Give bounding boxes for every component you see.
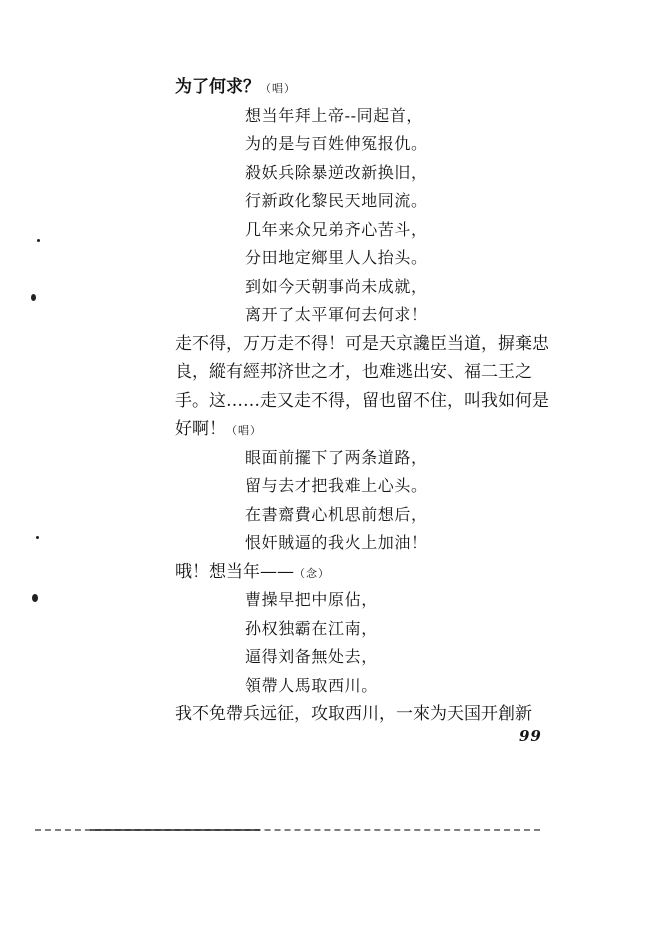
sing-direction: （唱） xyxy=(260,82,296,95)
scan-speck xyxy=(32,594,38,602)
prose-line: 我不免帶兵远征，攻取西川，一來为天国开創新 xyxy=(175,704,532,724)
sing-direction: （唱） xyxy=(226,424,262,437)
scan-speck xyxy=(31,294,36,301)
verse-line: 眼面前擺下了两条道路， xyxy=(245,447,428,467)
prose-text: 好啊！ xyxy=(175,419,226,439)
verse-line: 离开了太平軍何去何求！ xyxy=(245,305,428,324)
verse-line: 行新政化黎民天地同流。 xyxy=(245,191,428,210)
scene-cue-line xyxy=(175,73,575,102)
verse-line: 留与去才把我难上心头。 xyxy=(245,476,428,495)
page-text xyxy=(175,73,575,729)
verse-line: 曹操早把中原佔， xyxy=(245,590,378,609)
scene-cue-text: 为了何求？ xyxy=(175,77,260,97)
prose-line: 走不得，万万走不得！可是天京讒臣当道，摒棄忠 xyxy=(175,333,549,354)
verse-line: 逼得刘备無处去， xyxy=(245,647,378,666)
verse-line: 恨奸賊逼的我火上加油！ xyxy=(245,533,428,552)
verse-line: 孙权独霸在江南， xyxy=(245,618,378,638)
prose-text: 哦！想当年—— xyxy=(175,561,294,582)
scan-speck xyxy=(36,536,39,539)
verse-line: 想当年拜上帝--同起首， xyxy=(245,105,424,125)
verse-line: 殺妖兵除暴逆改新换旧， xyxy=(245,162,428,182)
recite-direction: （念） xyxy=(294,566,330,580)
verse-line: 几年来众兄弟齐心苦斗， xyxy=(245,219,428,239)
verse-line: 在書齋費心机思前想后， xyxy=(245,504,428,524)
prose-line: 良，縱有經邦济世之才，也难逃出安、福二王之 xyxy=(175,362,532,382)
verse-line: 到如今天朝事尚未成就， xyxy=(245,276,428,296)
prose-line: 手。这……走又走不得，留也留不住，叫我如何是 xyxy=(175,390,549,411)
scan-rule-segment xyxy=(90,829,260,831)
verse-line: 領帶人馬取西川。 xyxy=(245,675,378,695)
verse-line: 为的是与百姓伸冤报仇。 xyxy=(245,134,428,153)
page-number: 99 xyxy=(519,727,542,745)
scan-speck xyxy=(37,239,40,242)
prose-line-last xyxy=(175,415,575,444)
prose-line xyxy=(175,558,575,587)
verse-line: 分田地定鄉里人人抬头。 xyxy=(245,248,428,267)
